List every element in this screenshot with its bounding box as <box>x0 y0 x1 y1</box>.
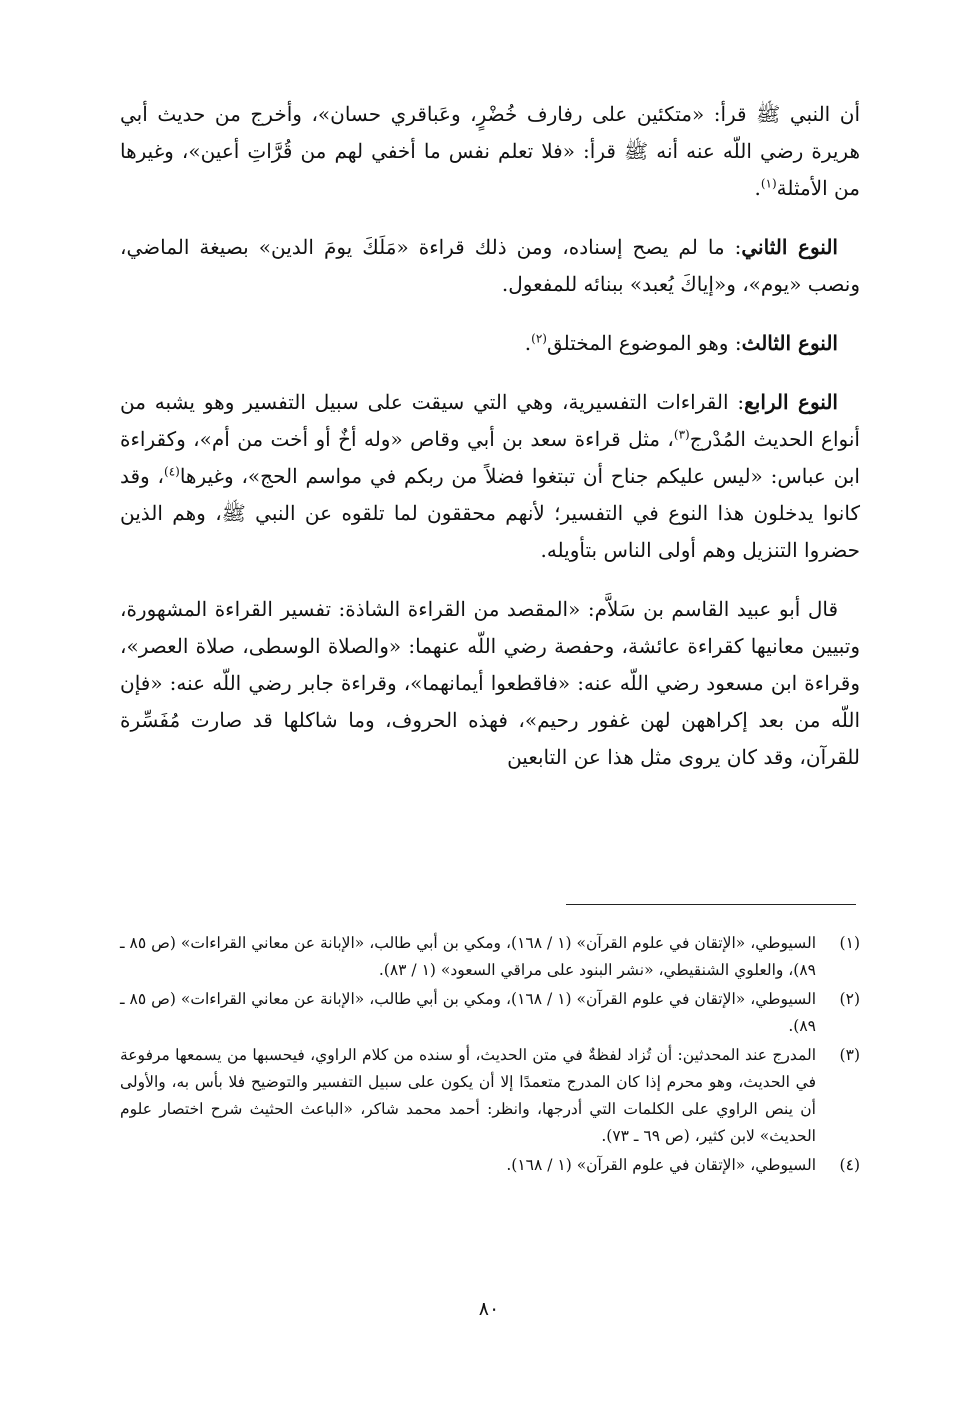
footnote-text: السيوطي، «الإتقان في علوم القرآن» (١ / ١٦٨)، ومكي بن أبي طالب، «الإبانة عن معاني القراءات» (ص ٨٥ ـ ٨٩). <box>120 990 817 1035</box>
paragraph-5 <box>120 591 860 776</box>
paragraph-3-text: : وهو الموضوع المختلق <box>546 331 742 355</box>
type-three-heading: النوع الثالث <box>741 331 838 355</box>
footnote-1 <box>120 930 860 984</box>
paragraph-1 <box>120 96 860 207</box>
footnote-ref-4: (٤) <box>164 464 180 479</box>
footnote-divider <box>566 904 856 905</box>
paragraph-1-tail: . <box>754 176 761 200</box>
paragraph-1-text: أن النبي ﷺ قرأ: «متكئين على رفارف خُضْرٍ، وعَباقري حسان»، وأخرج من حديث أبي هريرة رضي اللّه عنه أنه ﷺ قرأ: «فلا تعلم نفس ما أخفي لهم من قُرَّاتِ أعين»، وغيرها من الأمثلة <box>120 102 861 200</box>
paragraph-4 <box>120 384 860 569</box>
footnote-number: (١) <box>839 934 860 952</box>
paragraph-4-text-1: : القراءات التفسيرية، وهي التي سيقت على سبيل التفسير وهو يشبه من أنواع الحديث المُدْرج <box>120 390 860 451</box>
paragraph-4-text-2: ، مثل قراءة سعد بن أبي وقاص «وله أخٌ أو أخت من أم»، وكقراءة ابن عباس: «ليس عليكم جناح أن تبتغوا فضلاً من ربكم في مواسم الحج»، وغيرها <box>120 427 860 488</box>
footnote-text: المدرج عند المحدثين: أن تُزاد لفظةٌ في متن الحديث، أو سنده من كلام الراوي، فيحسبها من يسمعها مرفوعة في الحديث، وهو محرم إذا كان المدرج متعمدًا إلا أن يكون على سبيل التفسير والتوضيح فلا بأس به، والأولى أن ينص الراوي على الكلمات التي أدرجها، وانظر: أحمد محمد شاكر، «الباعث الحثيث شرح اختصار علوم الحديث» لابن كثير، (ص ٦٩ ـ ٧٣). <box>120 1046 816 1145</box>
paragraph-3-tail: . <box>524 331 532 355</box>
footnote-3 <box>120 1042 860 1150</box>
footnote-text: السيوطي، «الإتقان في علوم القرآن» (١ / ١٦٨)، ومكي بن أبي طالب، «الإبانة عن معاني القراءات» (ص ٨٥ ـ ٨٩)، والعلوي الشنقيطي، «نشر البنود على مراقي السعود» (١ / ٨٣). <box>120 934 817 979</box>
paragraph-5-text: قال أبو عبيد القاسم بن سَلاَّم: «المقصد من القراءة الشاذة: تفسير القراءة المشهورة، وتبيين معانيها كقراءة عائشة، وحفصة رضي اللّه عنهما: «والصلاة الوسطى، صلاة العصر»، وقراءة ابن مسعود رضي اللّه عنه: «فاقطعوا أيمانهما»، وقراءة جابر رضي اللّه عنه: «فإن اللّه من بعد إكراههن لهن غفور رحيم»، فهذه الحروف، وما شاكلها قد صارت مُفَسِّرة للقرآن، وقد كان يروى مثل هذا عن التابعين <box>120 597 861 769</box>
paragraph-2-text: : ما لم يصح إسناده، ومن ذلك قراءة «مَلَكَ يومَ الدين» بصيغة الماضي، ونصب «يوم»، و«إياكَ يُعبد» ببنائه للمفعول. <box>120 235 860 296</box>
footnote-4 <box>120 1152 860 1179</box>
paragraph-2 <box>120 229 860 303</box>
footnote-2 <box>120 986 860 1040</box>
footnotes <box>120 930 860 1181</box>
type-two-heading: النوع الثاني <box>741 235 838 259</box>
main-text <box>120 96 860 798</box>
footnote-number: (٤) <box>839 1156 860 1174</box>
paragraph-3 <box>120 325 860 362</box>
footnote-number: (٢) <box>839 990 860 1008</box>
footnote-number: (٣) <box>839 1046 860 1064</box>
footnote-ref-2: (٢) <box>531 331 547 346</box>
paragraph-4-text-3: ، وقد كانوا يدخلون هذا النوع في التفسير؛ لأنهم محققون لما تلقوه عن النبي ﷺ، وهم الذين حضروا التنزيل وهم أولى الناس بتأويله. <box>120 464 860 562</box>
footnote-text: السيوطي، «الإتقان في علوم القرآن» (١ / ١٦٨). <box>506 1156 816 1174</box>
footnote-ref-1: (١) <box>760 176 777 191</box>
footnote-ref-3: (٣) <box>673 427 690 442</box>
page-number: ٨٠ <box>478 1298 500 1320</box>
type-four-heading: النوع الرابع <box>744 390 838 414</box>
